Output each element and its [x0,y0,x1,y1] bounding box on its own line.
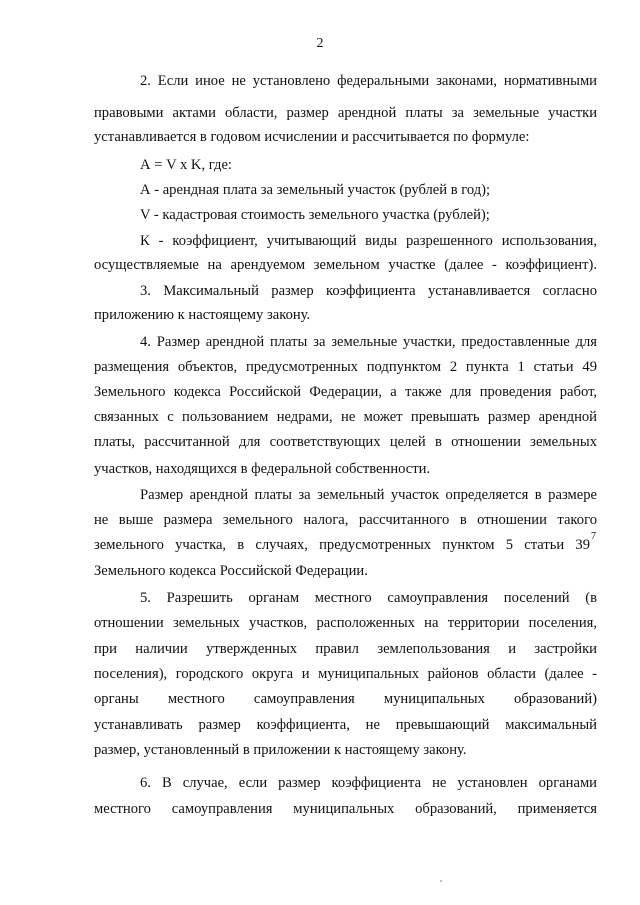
paragraph-4-line: участков, находящихся в федеральной собственности. [94,461,431,477]
paragraph-4-line: 4. Размер арендной платы за земельные участки, предоставленные для [140,334,597,350]
paragraph-3-line: приложению к настоящему закону. [94,307,311,323]
paragraph-5-line: отношении земельных участков, расположенных на территории поселения, [94,615,597,631]
paragraph-4-line: связанных с пользованием недрами, не может превышать размер арендной [94,409,597,425]
paragraph-2-line: правовыми актами области, размер арендной платы за земельные участки [94,105,597,121]
paragraph-5-line: поселения), городского округа и муниципальных районов области (далее - [94,666,597,682]
paragraph-3-line: 3. Максимальный размер коэффициента устанавливается согласно [140,283,597,299]
scan-speck [440,880,442,882]
paragraph-5-line: 5. Разрешить органам местного самоуправления поселений (в [140,590,597,606]
paragraph-6-line: местного самоуправления муниципальных образований, применяется [94,801,597,817]
paragraph-5-line: органы местного самоуправления муниципальных образований) [94,691,597,707]
formula-term-k: К - коэффициент, учитывающий виды разрешенного использования, [140,233,597,249]
paragraph-2-line: устанавливается в годовом исчислении и рассчитывается по формуле: [94,129,530,145]
formula: А = V x K, где: [140,157,232,173]
paragraph-5-line: при наличии утвержденных правил землепользования и застройки [94,641,597,657]
page-number: 2 [316,36,324,51]
paragraph-5-line: устанавливать размер коэффициента, не превышающий максимальный [94,717,597,733]
paragraph-5-line: размер, установленный в приложении к настоящему закону. [94,742,467,758]
paragraph-6-line: 6. В случае, если размер коэффициента не установлен органами [140,775,597,791]
paragraph-4-line: размещения объектов, предусмотренных подпунктом 2 пункта 1 статьи 49 [94,359,597,375]
paragraph-4b-line: Земельного кодекса Российской Федерации. [94,563,368,579]
paragraph-4b-line: земельного участка, в случаях, предусмотренных пунктом 5 статьи 39 [94,537,590,553]
paragraph-2-line: 2. Если иное не установлено федеральными законами, нормативными [140,73,597,89]
paragraph-4-line: платы, рассчитанной для соответствующих целей в отношении земельных [94,434,597,450]
superscript: 7 [591,531,596,542]
paragraph-4-line: Земельного кодекса Российской Федерации, а также для проведения работ, [94,384,597,400]
formula-term-v: V - кадастровая стоимость земельного участка (рублей); [140,207,490,223]
formula-term-k: осуществляемые на арендуемом земельном участке (далее - коэффициент). [94,257,597,273]
paragraph-4b-line: не выше размера земельного налога, рассчитанного в отношении такого [94,512,597,528]
formula-term-a: А - арендная плата за земельный участок (рублей в год); [140,182,491,198]
paragraph-4b-line: Размер арендной платы за земельный участок определяется в размере [140,487,597,503]
